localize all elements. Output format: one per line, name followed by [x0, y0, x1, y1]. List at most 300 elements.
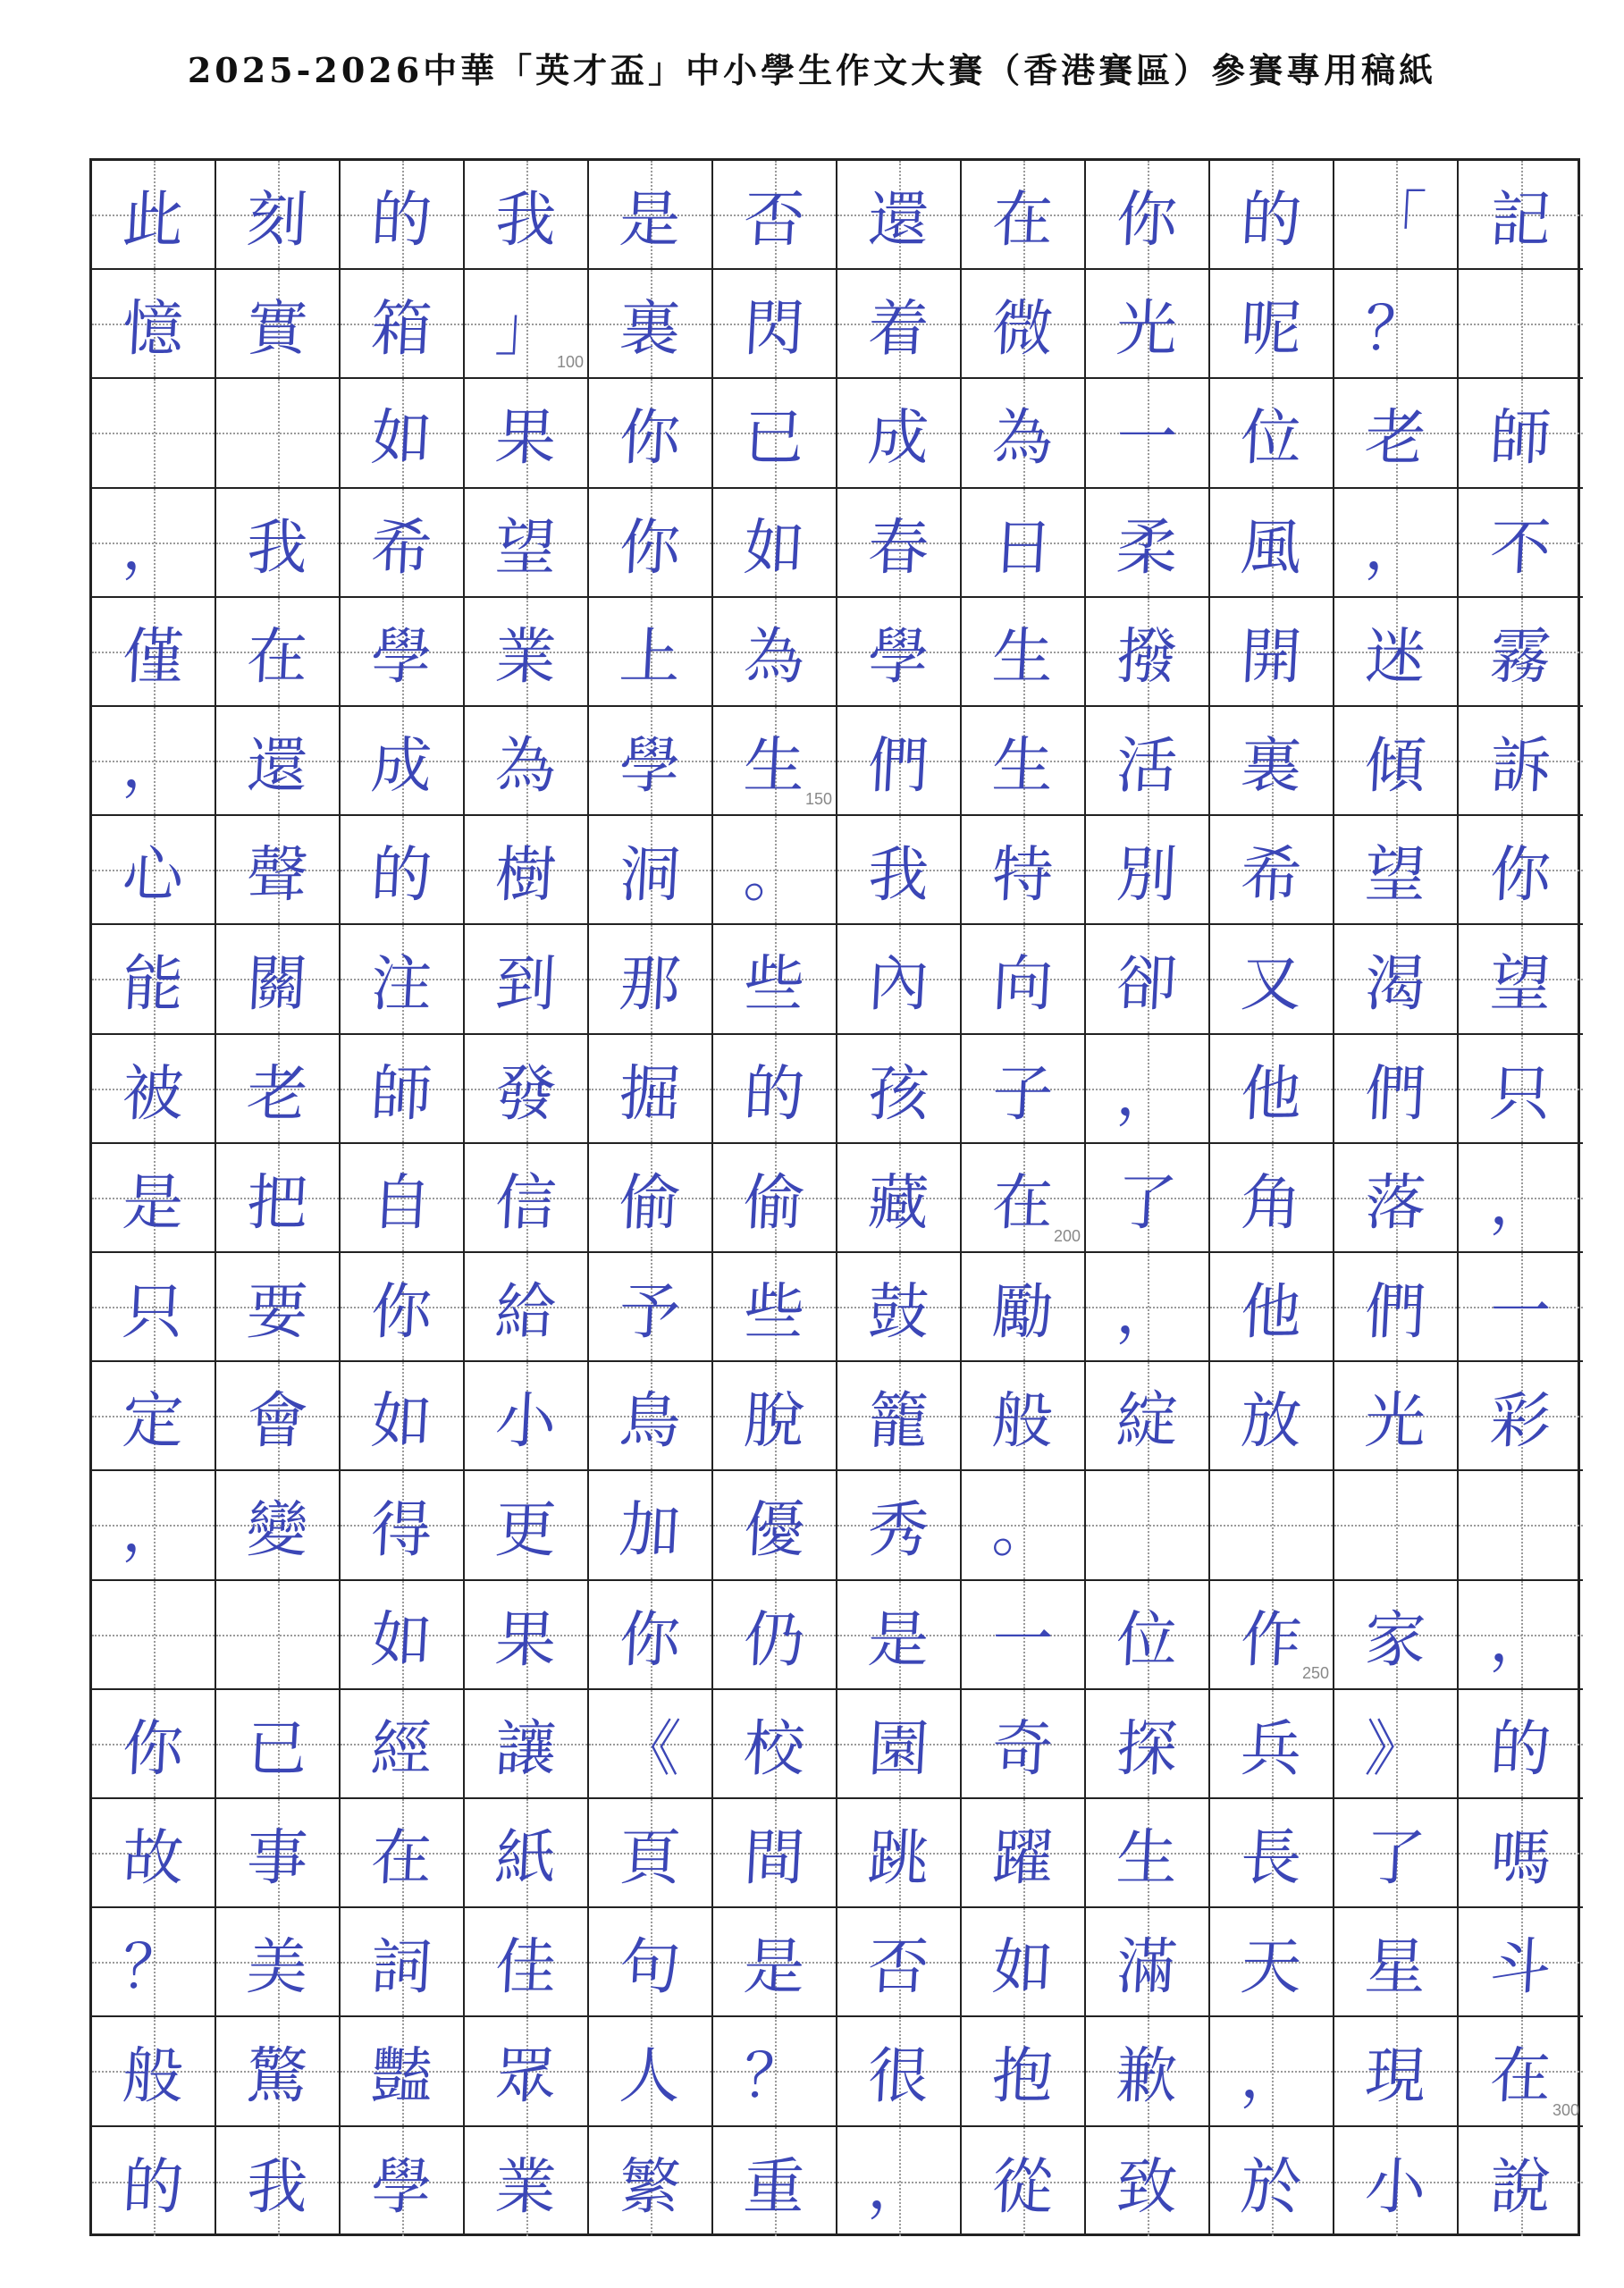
grid-cell	[92, 1362, 216, 1471]
grid-cell	[1210, 1035, 1334, 1144]
grid-cell	[962, 707, 1086, 816]
handwritten-character: 生	[990, 730, 1056, 802]
grid-cell	[341, 1253, 465, 1362]
handwritten-character: 撥	[1115, 621, 1180, 693]
grid-cell	[465, 1035, 589, 1144]
handwritten-character: 些	[742, 1276, 807, 1348]
grid-cell	[589, 707, 713, 816]
grid-cell	[1210, 161, 1334, 270]
handwritten-character: 位	[1239, 402, 1304, 474]
handwritten-character: ，	[1115, 1058, 1180, 1130]
handwritten-character: 望	[493, 512, 559, 584]
grid-cell	[962, 925, 1086, 1034]
grid-cell	[1334, 489, 1459, 598]
handwritten-character: 的	[1488, 1713, 1553, 1785]
grid-cell	[1334, 161, 1459, 270]
handwritten-character: 鳥	[618, 1385, 683, 1457]
grid-cell	[92, 1471, 216, 1580]
grid-cell	[962, 816, 1086, 925]
handwritten-character: 一	[1488, 1276, 1553, 1348]
handwritten-character: 樹	[493, 839, 559, 911]
handwritten-character: 到	[493, 948, 559, 1020]
grid-cell	[1334, 925, 1459, 1034]
word-count-marker: 100	[556, 353, 584, 372]
handwritten-character: 呢	[1239, 293, 1304, 365]
grid-cell	[713, 598, 837, 707]
grid-cell	[216, 161, 341, 270]
grid-cell	[1459, 1799, 1583, 1908]
grid-cell	[465, 2127, 589, 2236]
grid-cell	[837, 1690, 962, 1799]
grid-cell	[92, 1581, 216, 1690]
grid-cell	[341, 1799, 465, 1908]
handwritten-character: 為	[742, 621, 807, 693]
grid-cell	[341, 598, 465, 707]
handwritten-character: 園	[866, 1713, 931, 1785]
grid-cell	[962, 161, 1086, 270]
handwritten-character: 家	[1363, 1604, 1428, 1676]
handwritten-character	[1083, 1471, 1211, 1578]
handwritten-character	[214, 1581, 341, 1688]
grid-row	[92, 161, 1578, 270]
handwritten-character: 藏	[866, 1167, 931, 1239]
handwritten-character: 」	[493, 293, 559, 365]
grid-cell	[837, 707, 962, 816]
handwritten-character: 的	[369, 184, 434, 256]
handwritten-character: 會	[245, 1385, 310, 1457]
handwritten-character: ，	[1488, 1167, 1553, 1239]
grid-cell	[92, 379, 216, 488]
grid-cell	[1334, 1253, 1459, 1362]
grid-cell	[1334, 1362, 1459, 1471]
handwritten-character: 要	[245, 1276, 310, 1348]
grid-cell	[92, 161, 216, 270]
handwritten-character: 美	[245, 1931, 310, 2003]
handwritten-character: 紙	[493, 1822, 559, 1894]
handwritten-character: 我	[245, 2151, 310, 2223]
grid-cell	[1210, 925, 1334, 1034]
handwritten-character: 奇	[990, 1713, 1056, 1785]
handwritten-character: 特	[990, 839, 1056, 911]
handwritten-character: 作	[1239, 1604, 1304, 1676]
handwritten-character: 實	[245, 293, 310, 365]
handwritten-character: 卻	[1115, 948, 1180, 1020]
handwritten-character: 你	[121, 1713, 186, 1785]
handwritten-character: 注	[369, 948, 434, 1020]
grid-cell	[713, 1471, 837, 1580]
grid-cell	[713, 270, 837, 379]
handwritten-character: 已	[245, 1713, 310, 1785]
grid-cell	[1086, 379, 1210, 488]
grid-row	[92, 1908, 1578, 2017]
grid-cell	[962, 1144, 1086, 1253]
handwritten-character: 向	[990, 948, 1056, 1020]
grid-cell	[837, 161, 962, 270]
grid-cell	[216, 489, 341, 598]
grid-cell	[713, 1908, 837, 2017]
handwritten-character: 為	[990, 402, 1056, 474]
handwritten-character	[89, 1581, 217, 1688]
grid-cell	[837, 2127, 962, 2236]
handwritten-character: 我	[866, 839, 931, 911]
handwritten-character: 果	[493, 402, 559, 474]
handwritten-character: 了	[1115, 1167, 1180, 1239]
handwritten-character: 於	[1239, 2151, 1304, 2223]
grid-cell	[589, 379, 713, 488]
handwritten-character	[89, 379, 217, 486]
handwritten-character: 小	[1363, 2151, 1428, 2223]
grid-cell	[837, 1581, 962, 1690]
grid-cell	[589, 1035, 713, 1144]
handwritten-character	[1207, 1471, 1335, 1578]
handwritten-character: 箱	[369, 293, 434, 365]
handwritten-character: 很	[866, 2040, 931, 2112]
grid-cell	[1086, 925, 1210, 1034]
grid-cell	[837, 816, 962, 925]
grid-cell	[837, 1908, 962, 2017]
grid-cell	[1459, 1690, 1583, 1799]
grid-cell	[341, 1035, 465, 1144]
grid-cell	[341, 707, 465, 816]
handwritten-character: 風	[1239, 512, 1304, 584]
handwritten-character: 日	[990, 512, 1056, 584]
page-title: 2025-2026中華「英才盃」中小學生作文大賽（香港賽區）參賽專用稿紙	[187, 50, 1437, 90]
grid-cell	[962, 1581, 1086, 1690]
handwritten-character: 開	[1239, 621, 1304, 693]
handwritten-character: 校	[742, 1713, 807, 1785]
handwritten-character: 眾	[493, 2040, 559, 2112]
grid-cell	[1459, 379, 1583, 488]
grid-cell	[1334, 1581, 1459, 1690]
handwritten-character: 秀	[866, 1494, 931, 1566]
grid-cell	[837, 1362, 962, 1471]
handwritten-character: 予	[618, 1276, 683, 1348]
grid-row	[92, 1690, 1578, 1799]
handwritten-character: 洞	[618, 839, 683, 911]
handwritten-character: 老	[245, 1058, 310, 1130]
grid-cell	[92, 2127, 216, 2236]
handwritten-character: 被	[121, 1058, 186, 1130]
grid-cell	[589, 2127, 713, 2236]
grid-cell	[1459, 1144, 1583, 1253]
handwritten-character: 光	[1363, 1385, 1428, 1457]
grid-cell	[92, 1144, 216, 1253]
grid-cell	[1334, 1471, 1459, 1580]
handwritten-character: 成	[866, 402, 931, 474]
grid-cell	[1459, 2127, 1583, 2236]
grid-cell	[465, 161, 589, 270]
grid-cell	[713, 707, 837, 816]
grid-row	[92, 707, 1578, 816]
handwritten-character: 如	[990, 1931, 1056, 2003]
grid-cell	[465, 1581, 589, 1690]
handwritten-character: 了	[1363, 1822, 1428, 1894]
grid-cell	[216, 2017, 341, 2126]
grid-cell	[713, 379, 837, 488]
handwritten-character: 的	[1239, 184, 1304, 256]
grid-cell	[1086, 161, 1210, 270]
word-count-marker: 250	[1301, 1663, 1329, 1682]
grid-cell	[341, 1144, 465, 1253]
handwritten-character: 傾	[1363, 730, 1428, 802]
handwritten-character: 豔	[369, 2040, 434, 2112]
handwritten-character: 們	[866, 730, 931, 802]
grid-cell	[341, 379, 465, 488]
handwritten-character: ，	[866, 2151, 931, 2223]
grid-cell	[1086, 1362, 1210, 1471]
handwritten-character: 加	[618, 1494, 683, 1566]
grid-cell	[465, 379, 589, 488]
grid-cell	[962, 270, 1086, 379]
grid-cell	[713, 1581, 837, 1690]
grid-cell	[216, 270, 341, 379]
handwritten-character: 學	[618, 730, 683, 802]
handwritten-character: ，	[121, 512, 186, 584]
grid-cell	[341, 1581, 465, 1690]
handwritten-character: 重	[742, 2151, 807, 2223]
grid-cell	[216, 1581, 341, 1690]
handwritten-character: 閃	[742, 293, 807, 365]
grid-cell	[1459, 598, 1583, 707]
grid-cell	[837, 1253, 962, 1362]
grid-cell	[837, 1035, 962, 1144]
grid-cell	[92, 1799, 216, 1908]
handwritten-character: 般	[990, 1385, 1056, 1457]
handwritten-character: 發	[493, 1058, 559, 1130]
grid-cell	[962, 379, 1086, 488]
grid-cell	[92, 1908, 216, 2017]
handwritten-character: 一	[1115, 402, 1180, 474]
grid-cell	[589, 2017, 713, 2126]
handwritten-character: 學	[866, 621, 931, 693]
grid-cell	[1086, 1799, 1210, 1908]
grid-cell	[1210, 1144, 1334, 1253]
grid-row	[92, 925, 1578, 1034]
handwritten-character: ，	[1363, 512, 1428, 584]
handwritten-character: 生	[1115, 1822, 1180, 1894]
grid-cell	[1086, 1471, 1210, 1580]
handwritten-character: 你	[618, 512, 683, 584]
grid-cell	[465, 1690, 589, 1799]
handwritten-character: 學	[369, 621, 434, 693]
handwritten-character: 兵	[1239, 1713, 1304, 1785]
grid-cell	[713, 489, 837, 598]
grid-cell	[1210, 1253, 1334, 1362]
grid-cell	[589, 1253, 713, 1362]
handwritten-character: 信	[493, 1167, 559, 1239]
grid-row	[92, 1144, 1578, 1253]
grid-cell	[1210, 1471, 1334, 1580]
handwritten-character: 已	[742, 402, 807, 474]
handwritten-character: 》	[1363, 1713, 1428, 1785]
grid-cell	[341, 1471, 465, 1580]
handwritten-character: 業	[493, 621, 559, 693]
grid-cell	[1334, 598, 1459, 707]
grid-cell	[92, 925, 216, 1034]
grid-cell	[1086, 707, 1210, 816]
handwritten-character: 經	[369, 1713, 434, 1785]
grid-cell	[92, 1035, 216, 1144]
grid-cell	[341, 1362, 465, 1471]
grid-row	[92, 598, 1578, 707]
handwritten-character: 老	[1363, 402, 1428, 474]
handwritten-character: 落	[1363, 1167, 1428, 1239]
handwritten-character: 他	[1239, 1058, 1304, 1130]
handwritten-character: 憶	[121, 293, 186, 365]
grid-cell	[1459, 1253, 1583, 1362]
grid-row	[92, 2017, 1578, 2126]
handwritten-character: 刻	[245, 184, 310, 256]
grid-cell	[962, 1471, 1086, 1580]
handwritten-character: 在	[990, 184, 1056, 256]
grid-cell	[713, 1144, 837, 1253]
grid-cell	[341, 489, 465, 598]
grid-row	[92, 2127, 1578, 2236]
grid-cell	[837, 270, 962, 379]
handwritten-character: 你	[1488, 839, 1553, 911]
handwritten-character	[1456, 1471, 1586, 1578]
grid-cell	[1334, 270, 1459, 379]
word-count-marker: 300	[1552, 2100, 1579, 2119]
handwritten-character: 放	[1239, 1385, 1304, 1457]
handwritten-character: 句	[618, 1931, 683, 2003]
handwritten-character: 在	[1488, 2040, 1553, 2112]
grid-cell	[837, 2017, 962, 2126]
grid-cell	[1459, 489, 1583, 598]
handwritten-character: 微	[990, 293, 1056, 365]
handwritten-character: 只	[1488, 1058, 1553, 1130]
grid-cell	[216, 598, 341, 707]
handwritten-character: 着	[866, 293, 931, 365]
grid-cell	[713, 1253, 837, 1362]
grid-cell	[589, 816, 713, 925]
grid-cell	[1459, 816, 1583, 925]
grid-cell	[1334, 816, 1459, 925]
handwritten-character: 活	[1115, 730, 1180, 802]
handwritten-character: 我	[493, 184, 559, 256]
handwritten-character: 掘	[618, 1058, 683, 1130]
grid-cell	[465, 2017, 589, 2126]
grid-cell	[1086, 816, 1210, 925]
grid-cell	[589, 161, 713, 270]
handwritten-character: 長	[1239, 1822, 1304, 1894]
handwritten-character: 滿	[1115, 1931, 1180, 2003]
grid-cell	[1459, 2017, 1583, 2126]
grid-cell	[92, 707, 216, 816]
grid-cell	[1459, 925, 1583, 1034]
grid-row	[92, 1253, 1578, 1362]
handwritten-character: 霧	[1488, 621, 1553, 693]
handwritten-character: 「	[1363, 184, 1428, 256]
grid-cell	[465, 1362, 589, 1471]
grid-cell	[1210, 598, 1334, 707]
grid-cell	[1210, 1362, 1334, 1471]
grid-cell	[1334, 379, 1459, 488]
grid-cell	[713, 1690, 837, 1799]
grid-cell	[92, 270, 216, 379]
grid-cell	[1086, 598, 1210, 707]
handwritten-character: 如	[369, 1385, 434, 1457]
handwritten-character: 子	[990, 1058, 1056, 1130]
handwritten-character: 從	[990, 2151, 1056, 2223]
grid-cell	[1086, 1908, 1210, 2017]
handwritten-character: 偷	[742, 1167, 807, 1239]
handwritten-character: 師	[369, 1058, 434, 1130]
grid-cell	[216, 1144, 341, 1253]
word-count-marker: 150	[804, 790, 832, 809]
handwritten-character: ，	[121, 730, 186, 802]
handwritten-character: 師	[1488, 402, 1553, 474]
grid-cell	[1334, 2017, 1459, 2126]
grid-cell	[1334, 2127, 1459, 2236]
grid-cell	[341, 1908, 465, 2017]
grid-cell	[1086, 270, 1210, 379]
handwritten-character: 又	[1239, 948, 1304, 1020]
handwritten-character: 果	[493, 1604, 559, 1676]
grid-row	[92, 489, 1578, 598]
handwritten-character: 學	[369, 2151, 434, 2223]
handwritten-character: 仍	[742, 1604, 807, 1676]
grid-cell	[713, 816, 837, 925]
handwritten-character: 如	[742, 512, 807, 584]
grid-cell	[1334, 707, 1459, 816]
grid-cell	[216, 1253, 341, 1362]
grid-cell	[713, 2017, 837, 2126]
grid-cell	[216, 1908, 341, 2017]
handwritten-character: 探	[1115, 1713, 1180, 1785]
grid-cell	[92, 489, 216, 598]
handwritten-character	[1332, 1471, 1460, 1578]
grid-cell	[713, 161, 837, 270]
grid-cell	[713, 925, 837, 1034]
handwritten-character: 此	[121, 184, 186, 256]
handwritten-character: 故	[121, 1822, 186, 1894]
grid-cell	[92, 1690, 216, 1799]
grid-cell	[1210, 379, 1334, 488]
grid-row	[92, 270, 1578, 379]
handwritten-character: 角	[1239, 1167, 1304, 1239]
grid-cell	[1334, 1035, 1459, 1144]
handwritten-character: 抱	[990, 2040, 1056, 2112]
handwritten-character: 頁	[618, 1822, 683, 1894]
handwritten-character: 些	[742, 948, 807, 1020]
handwritten-character: 變	[245, 1494, 310, 1566]
handwritten-character: 還	[866, 184, 931, 256]
grid-row	[92, 816, 1578, 925]
handwritten-character: 跳	[866, 1822, 931, 1894]
handwritten-character: 優	[742, 1494, 807, 1566]
grid-cell	[1459, 161, 1583, 270]
handwritten-character: 讓	[493, 1713, 559, 1785]
grid-cell	[962, 1690, 1086, 1799]
grid-cell	[1459, 707, 1583, 816]
handwritten-character: 的	[742, 1058, 807, 1130]
handwritten-character: 們	[1363, 1058, 1428, 1130]
handwritten-character: 驚	[245, 2040, 310, 2112]
grid-row	[92, 379, 1578, 488]
grid-cell	[341, 270, 465, 379]
handwritten-character: ，	[1488, 1604, 1553, 1676]
grid-cell	[713, 1799, 837, 1908]
grid-cell	[465, 1799, 589, 1908]
handwritten-character: 訴	[1488, 730, 1553, 802]
grid-cell	[589, 1908, 713, 2017]
grid-row	[92, 1471, 1578, 1580]
handwritten-character: 位	[1115, 1604, 1180, 1676]
handwritten-character: 小	[493, 1385, 559, 1457]
handwritten-character	[1456, 270, 1586, 377]
grid-cell	[1210, 2127, 1334, 2236]
